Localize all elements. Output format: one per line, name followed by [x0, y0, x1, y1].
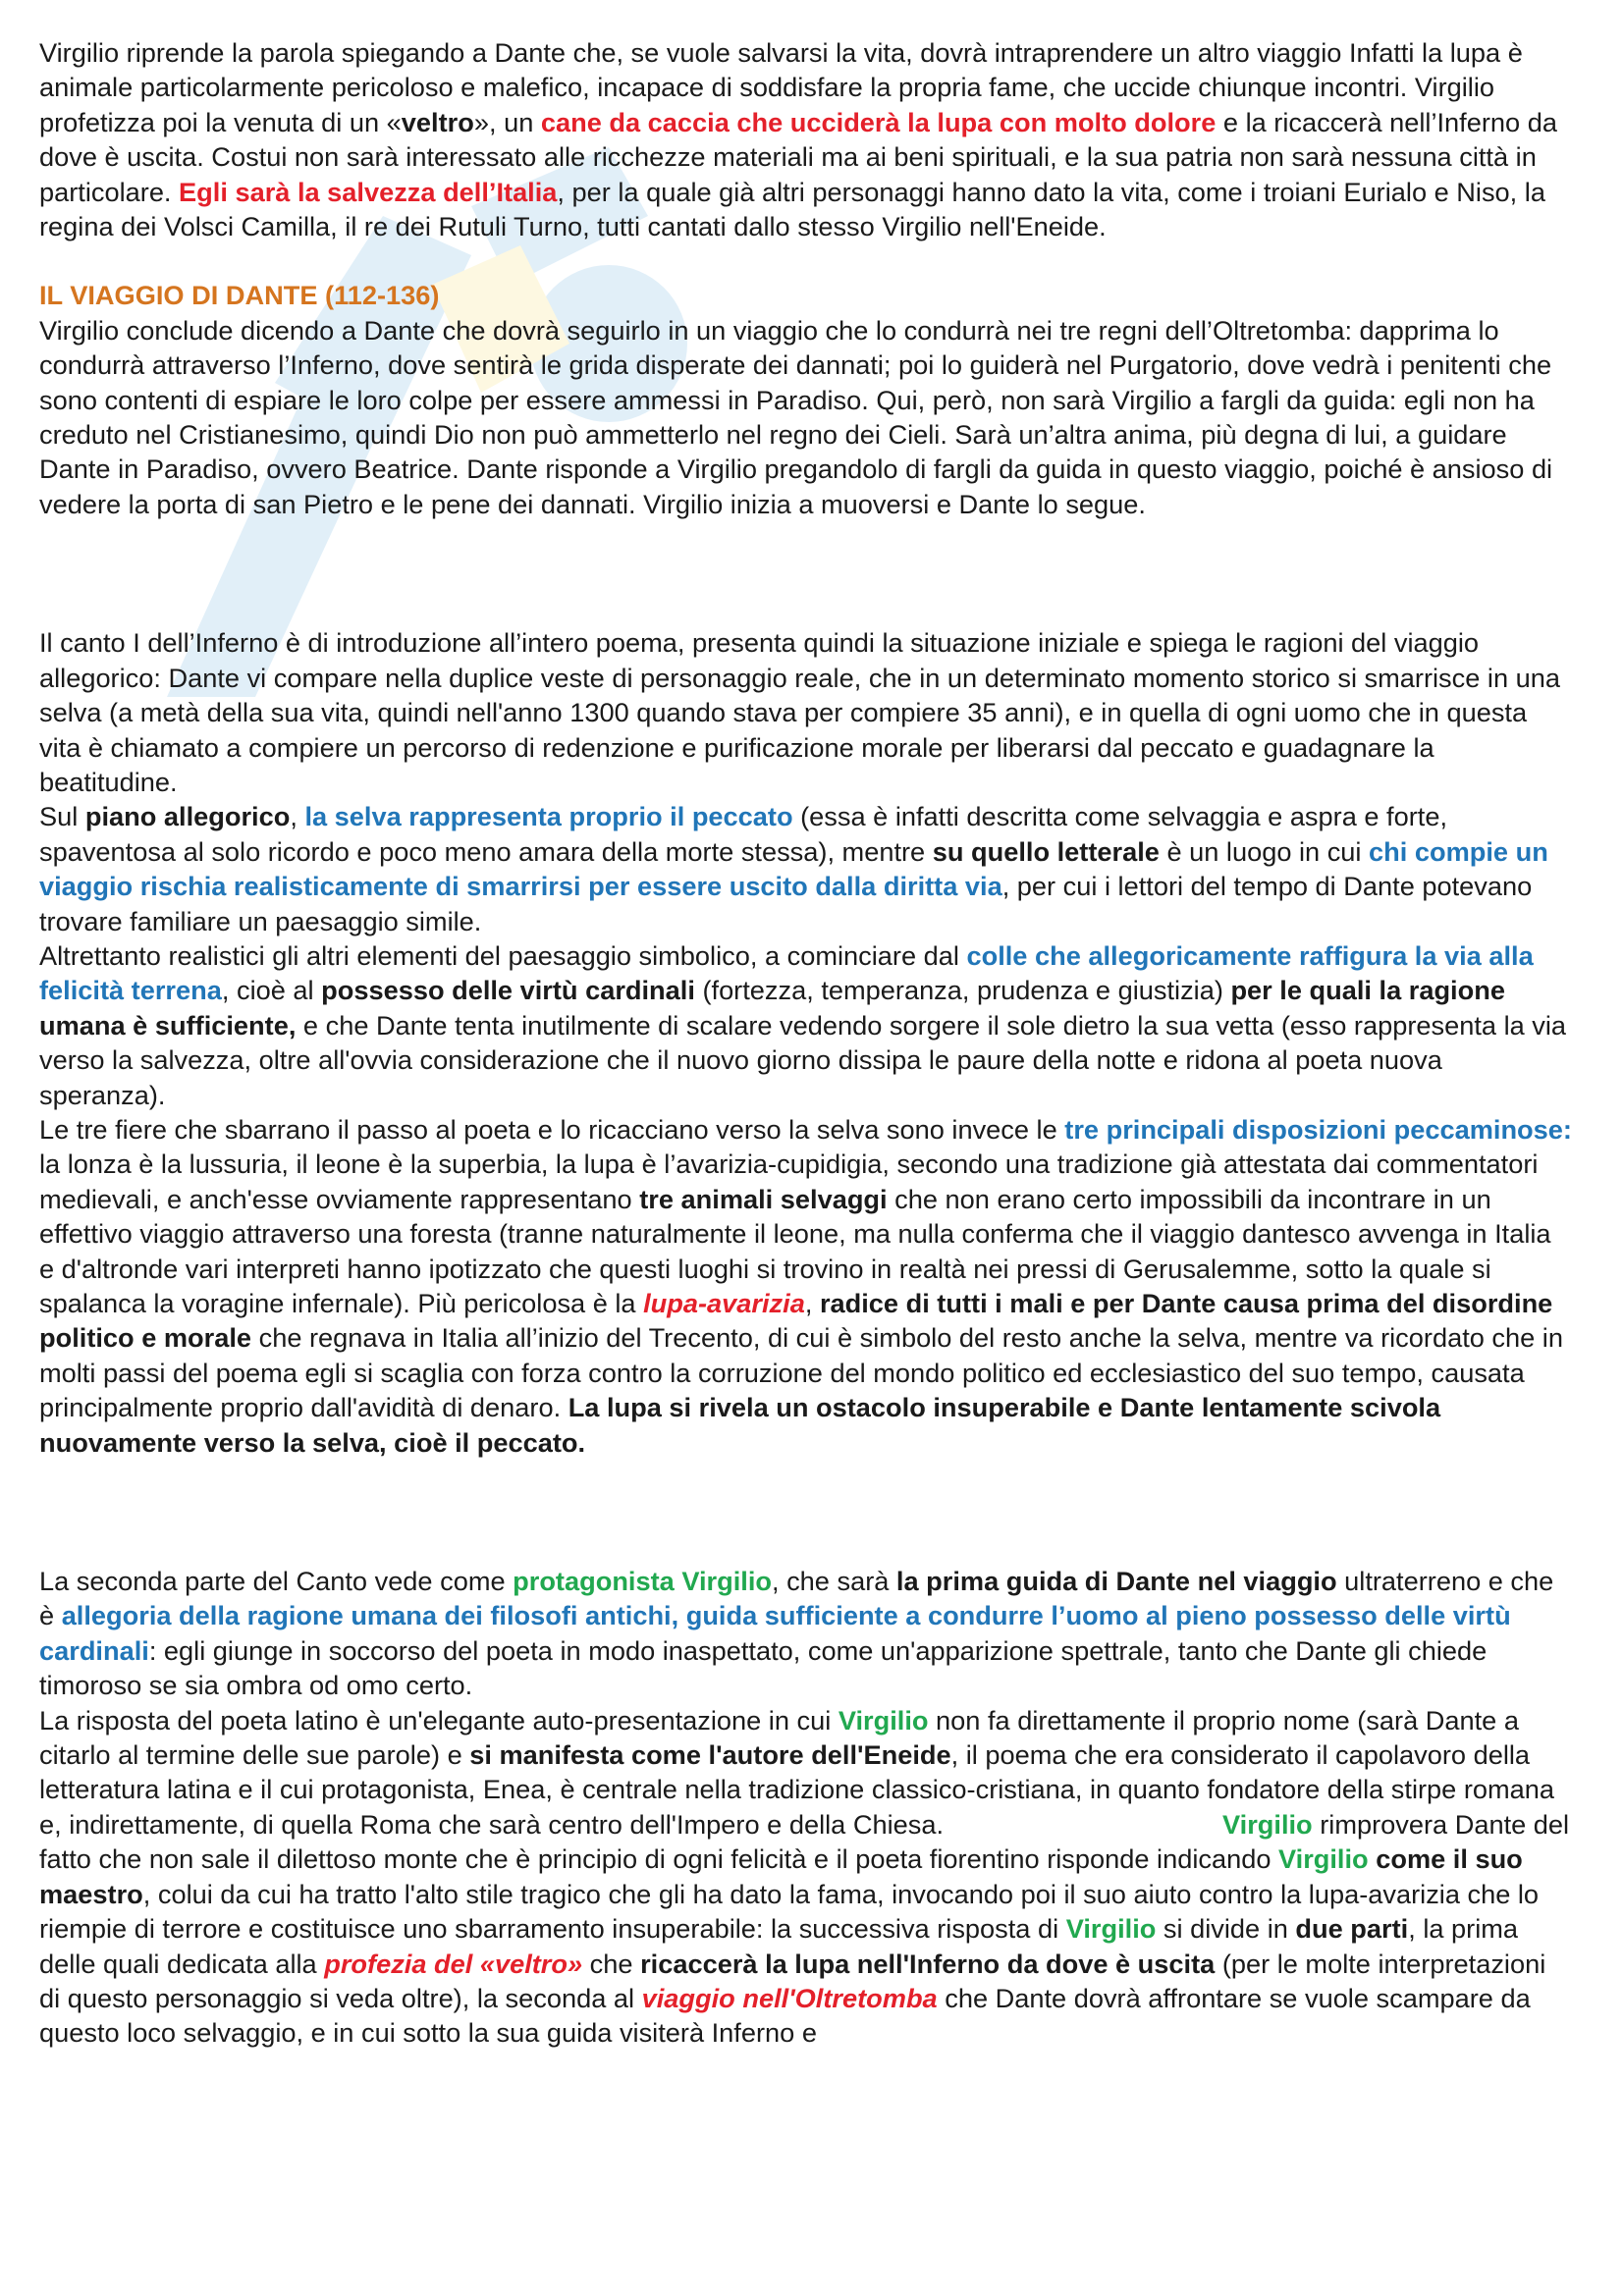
text-run: : egli giunge in soccorso del poeta in modo inaspettato, come un'apparizione spettrale, tanto che Dante gli chiede timoroso se sia ombra od omo certo. [39, 1634, 1488, 1701]
text-run: e che Dante tenta inutilmente di scalare vedendo sorgere il sole dietro la sua vetta (esso rappresenta la via verso la salvezza, oltre all'ovvia considerazione che il nuovo giorno dissipa le paure della notte e ridona al poeta nuova speranza). [39, 1009, 1567, 1110]
text-run: Virgilio [1065, 1913, 1157, 1945]
text-run: », un [473, 106, 541, 137]
paragraph-allegory-selva [39, 799, 1573, 938]
text-run: possesso delle virtù cardinali [321, 975, 695, 1006]
text-run: , [804, 1288, 820, 1318]
paragraph-journey [39, 313, 1573, 521]
paragraph-tre-fiere [39, 1112, 1573, 1460]
text-run: si manifesta come l'autore dell'Eneide [469, 1739, 951, 1771]
text-run: viaggio nell'Oltretomba [641, 1982, 938, 2013]
text-run: Virgilio riprende la parola spiegando a Dante che, se vuole salvarsi la vita, dovrà intraprendere un altro viaggio Infatti la lupa è animale particolarmente pericoloso e malefico, incapace di soddisfare la propria fame, che uccide chiunque incontri. Virgilio profetizza poi la venuta di un « [39, 37, 1523, 137]
text-run: protagonista Virgilio [513, 1566, 772, 1597]
text-run: Altrettanto realistici gli altri elementi del paesaggio simbolico, a cominciare dal [39, 939, 967, 971]
text-run: che [582, 1948, 641, 1979]
paragraph-virgilio-guide [39, 1564, 1573, 1703]
paragraph-canto-intro [39, 625, 1573, 799]
text-run: veltro [401, 106, 474, 137]
paragraph-veltro-prophecy [39, 35, 1573, 243]
text-run: (fortezza, temperanza, prudenza e giustizia) [694, 975, 1231, 1006]
text-run: ricaccerà la lupa nell'Inferno da dove è uscita [640, 1948, 1216, 1979]
text-run: è un luogo in cui [1159, 835, 1370, 867]
text-run: , cioè al [221, 975, 322, 1006]
text-run: su quello letterale [932, 835, 1160, 867]
text-run: che regnava in Italia all’inizio del Trecento, di cui è simbolo del resto anche la selva, mentre va ricordato che in molti passi del poema egli si scaglia con forza contro la corruzione del mondo politico ed ecclesiastico del suo tempo, causata principalmente proprio dall'avidità di denaro. [39, 1322, 1563, 1423]
text-run: tre principali disposizioni peccaminose: [1064, 1113, 1572, 1145]
text-run: ultraterreno e che è [39, 1566, 1554, 1631]
text-run: Le tre fiere che sbarrano il passo al poeta e lo ricacciano verso la selva sono invece le [39, 1113, 1065, 1145]
text-run: La risposta del poeta latino è un'elegante auto-presentazione in cui [39, 1704, 839, 1735]
text-run: due parti [1295, 1913, 1409, 1945]
text-run: (essa è infatti descritta come selvaggia e aspra e forte, spaventosa al solo ricordo e poco meno amara della morte stessa), mentre [39, 801, 1448, 867]
text-run: allegoria della ragione umana dei filosofi antichi, guida sufficiente a condurre l’uomo al pieno possesso delle virtù cardinali [39, 1600, 1511, 1666]
text-run: , [290, 801, 305, 832]
text-run: , colui da cui ha tratto l'alto stile tragico che gli ha dato la fama, invocando poi il suo aiuto contro la lupa-avarizia che lo riempie di terrore e costituisce uno sbarramento insuperabile: la successiva risposta di [39, 1878, 1540, 1945]
text-run: lupa-avarizia [643, 1288, 805, 1318]
text-run: che non erano certo impossibili da incontrare in un effettivo viaggio attraverso una foresta (tranne naturalmente il leone, ma nulla conferma che il viaggio dantesco avvenga in Italia e d'altronde vari interpreti hanno ipotizzato che questi luoghi si trovino in realtà nei pressi di Gerusalemme, sotto la quale si spalanca la voragine infernale). Più pericolosa è la [39, 1183, 1551, 1318]
text-run: come il suo maestro [39, 1843, 1523, 1909]
text-run: non fa direttamente il proprio nome (sarà Dante a citarlo al termine delle sue parole) e [39, 1704, 1519, 1771]
text-run: cane da caccia che ucciderà la lupa con molto dolore [540, 106, 1217, 137]
text-run: , per la quale già altri personaggi hanno dato la vita, come i troiani Eurialo e Niso, la regina dei Volsci Camilla, il re dei Rutuli Turno, tutti cantati dallo stesso Virgilio nell'Eneide. [39, 176, 1545, 242]
text-run: profezia del «veltro» [324, 1948, 583, 1979]
text-run: Il canto I dell’Inferno è di introduzione all’intero poema, presenta quindi la situazione iniziale e spiega le ragioni del viaggio allegorico: Dante vi compare nella duplice veste di personaggio reale, che in un determinato momento storico si smarrisce in una selva (a metà della sua vita, quindi nell'anno 1300 quando stava per compiere 35 anni), e in quella di ogni uomo che in questa vita è chiamato a compiere un percorso di redenzione e purificazione morale per liberarsi dal peccato e guadagnare la beatitudine. [39, 627, 1560, 797]
section-heading: IL VIAGGIO DI DANTE (112-136) [39, 280, 440, 311]
text-run: la selva rappresenta proprio il peccato [304, 801, 793, 832]
text-run: Virgilio conclude dicendo a Dante che dovrà seguirlo in un viaggio che lo condurrà nei tre regni dell’Oltretomba: dapprima lo condurrà attraverso l’Inferno, dove sentirà le grida disperate dei dannati; poi lo guiderà nel Purgatorio, dove vedrà i penitenti che sono contenti di espiare le loro colpe per essere ammessi in Paradiso. Qui, però, non sarà Virgilio a fargli da guida: egli non ha creduto nel Cristianesimo, quindi Dio non può ammetterlo nel regno dei Cieli. Sarà un’altra anima, più degna di lui, a guidare Dante in Paradiso, ovvero Beatrice. Dante risponde a Virgilio pregandolo di fargli da guida in questo viaggio, poiché è ansioso di vedere la porta di san Pietro e le pene dei dannati. Virgilio inizia a muoversi e Dante lo segue. [39, 314, 1553, 519]
text-run: Egli sarà la salvezza dell’Italia [179, 176, 558, 207]
text-run: colle che allegoricamente raffigura la via alla felicità terrena [39, 939, 1534, 1006]
text-run: che Dante dovrà affrontare se vuole scampare da questo loco selvaggio, e in cui sotto la sua guida visiterà Inferno e [39, 1982, 1531, 2049]
text-run: la lonza è la lussuria, il leone è la superbia, la lupa è l’avarizia-cupidigia, secondo una tradizione già attestata dai commentatori medievali, e anch'esse ovviamente rappresentano [39, 1148, 1539, 1214]
text-run: tre animali selvaggi [639, 1183, 888, 1214]
text-run: per le quali la ragione umana è sufficiente, [39, 975, 1505, 1041]
text-run: (per le molte interpretazioni di questo personaggio si veda oltre), la seconda al [39, 1948, 1546, 2013]
text-run: e la ricaccerà nell’Inferno da dove è uscita. Costui non sarà interessato alle ricchezze materiali ma ai beni spirituali, e la sua patria non sarà nessuna città in particolare. [39, 106, 1557, 207]
text-run: , la prima delle quali dedicata alla [39, 1913, 1519, 1979]
text-run: rimprovera Dante del fatto che non sale il dilettoso monte che è principio di ogni felicità e il poeta fiorentino risponde indicando [39, 1808, 1570, 1875]
text-run: , per cui i lettori del tempo di Dante potevano trovare familiare un paesaggio simile. [39, 871, 1533, 936]
text-run: chi compie un viaggio rischia realisticamente di smarrirsi per essere uscito dalla diritta via [39, 835, 1548, 902]
text-run: radice di tutti i mali e per Dante causa prima del disordine politico e morale [39, 1288, 1553, 1354]
text-run: Sul [39, 801, 85, 832]
paragraph-colle [39, 938, 1573, 1112]
text-run: si divide in [1156, 1913, 1296, 1945]
text-run: La lupa si rivela un ostacolo insuperabile e Dante lentamente scivola nuovamente verso la selva, cioè il peccato. [39, 1392, 1441, 1458]
document-body [39, 35, 1573, 2051]
text-run: , il poema che era considerato il capolavoro della letteratura latina e il cui protagonista, Enea, è centrale nella tradizione classico-cristiana, in quanto fondatore della stirpe romana e, indirettamente, di quella Roma che sarà centro dell'Impero e della Chiesa. [39, 1739, 1555, 1840]
text-run: Virgilio [1278, 1843, 1369, 1875]
text-run: La seconda parte del Canto vede come [39, 1566, 514, 1597]
text-run: Virgilio [1222, 1808, 1313, 1840]
paragraph-virgilio-response [39, 1703, 1573, 2051]
text-run: , che sarà [771, 1566, 896, 1597]
text-run: piano allegorico [84, 801, 291, 832]
text-run: la prima guida di Dante nel viaggio [895, 1566, 1337, 1597]
text-run: Virgilio [838, 1704, 929, 1735]
